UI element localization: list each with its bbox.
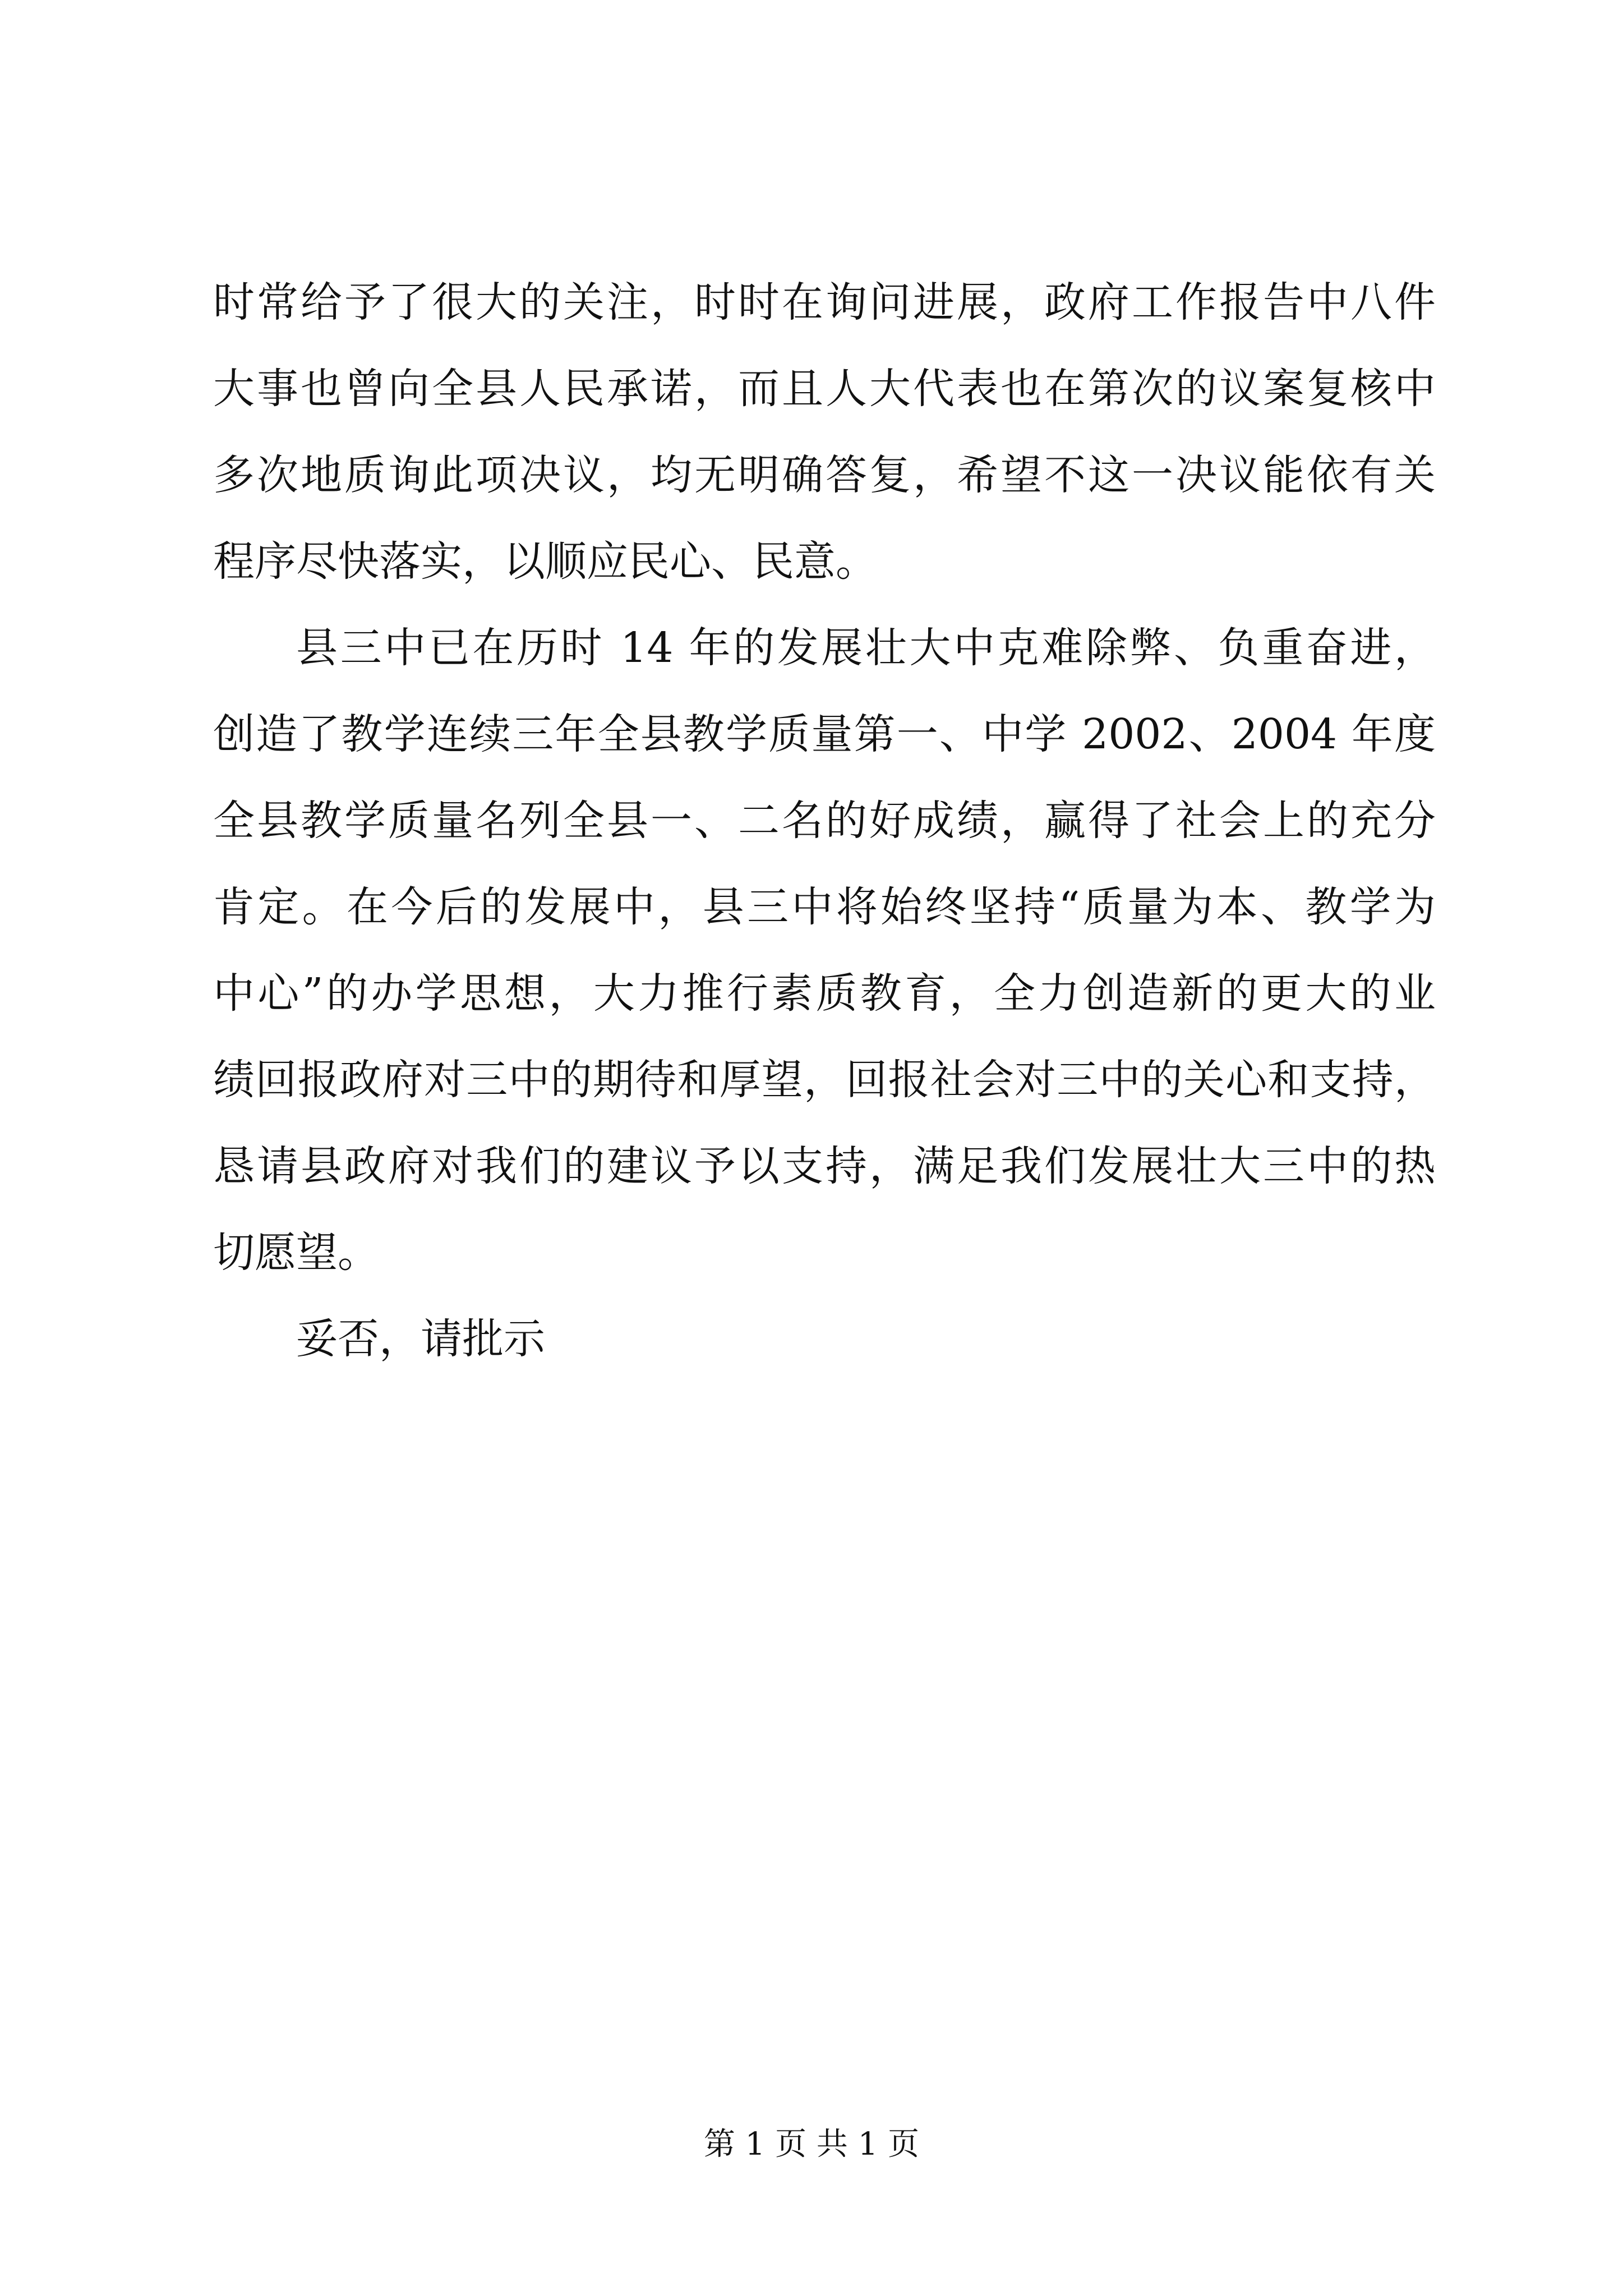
text-line: 县三中已在历时 14 年的发展壮大中克难除弊、负重奋进， bbox=[296, 624, 1436, 672]
page-number-label: 第 1 页 共 1 页 bbox=[703, 2126, 920, 2162]
paragraph-1 bbox=[213, 259, 1436, 605]
text-line: 妥否，请批示 bbox=[296, 1315, 545, 1363]
text-line: 多次地质询此项决议，均无明确答复，希望不这一决议能依有关 bbox=[213, 451, 1436, 499]
paragraph-2 bbox=[213, 605, 1436, 1296]
text-line: 绩回报政府对三中的期待和厚望，回报社会对三中的关心和支持， bbox=[213, 1056, 1436, 1104]
text-line: 程序尽快落实，以顺应民心、民意。 bbox=[213, 537, 877, 586]
text-line: 大事也曾向全县人民承诺，而且人大代表也在第次的议案复核中 bbox=[213, 365, 1436, 413]
paragraph-3 bbox=[213, 1296, 1436, 1382]
page-footer bbox=[0, 2125, 1623, 2164]
text-line: 创造了教学连续三年全县教学质量第一、中学 2002、2004 年度 bbox=[213, 710, 1436, 758]
text-line: 切愿望。 bbox=[213, 1228, 379, 1277]
text-line: 肯定。在今后的发展中，县三中将始终坚持“质量为本、教学为 bbox=[213, 883, 1436, 931]
document-body bbox=[213, 259, 1436, 1382]
text-line: 中心”的办学思想，大力推行素质教育，全力创造新的更大的业 bbox=[213, 969, 1436, 1018]
text-line: 全县教学质量名列全县一、二名的好成绩，赢得了社会上的充分 bbox=[213, 797, 1436, 845]
text-line: 时常给予了很大的关注，时时在询问进展，政府工作报告中八件 bbox=[213, 278, 1436, 326]
text-line: 恳请县政府对我们的建议予以支持，满足我们发展壮大三中的热 bbox=[213, 1142, 1436, 1190]
